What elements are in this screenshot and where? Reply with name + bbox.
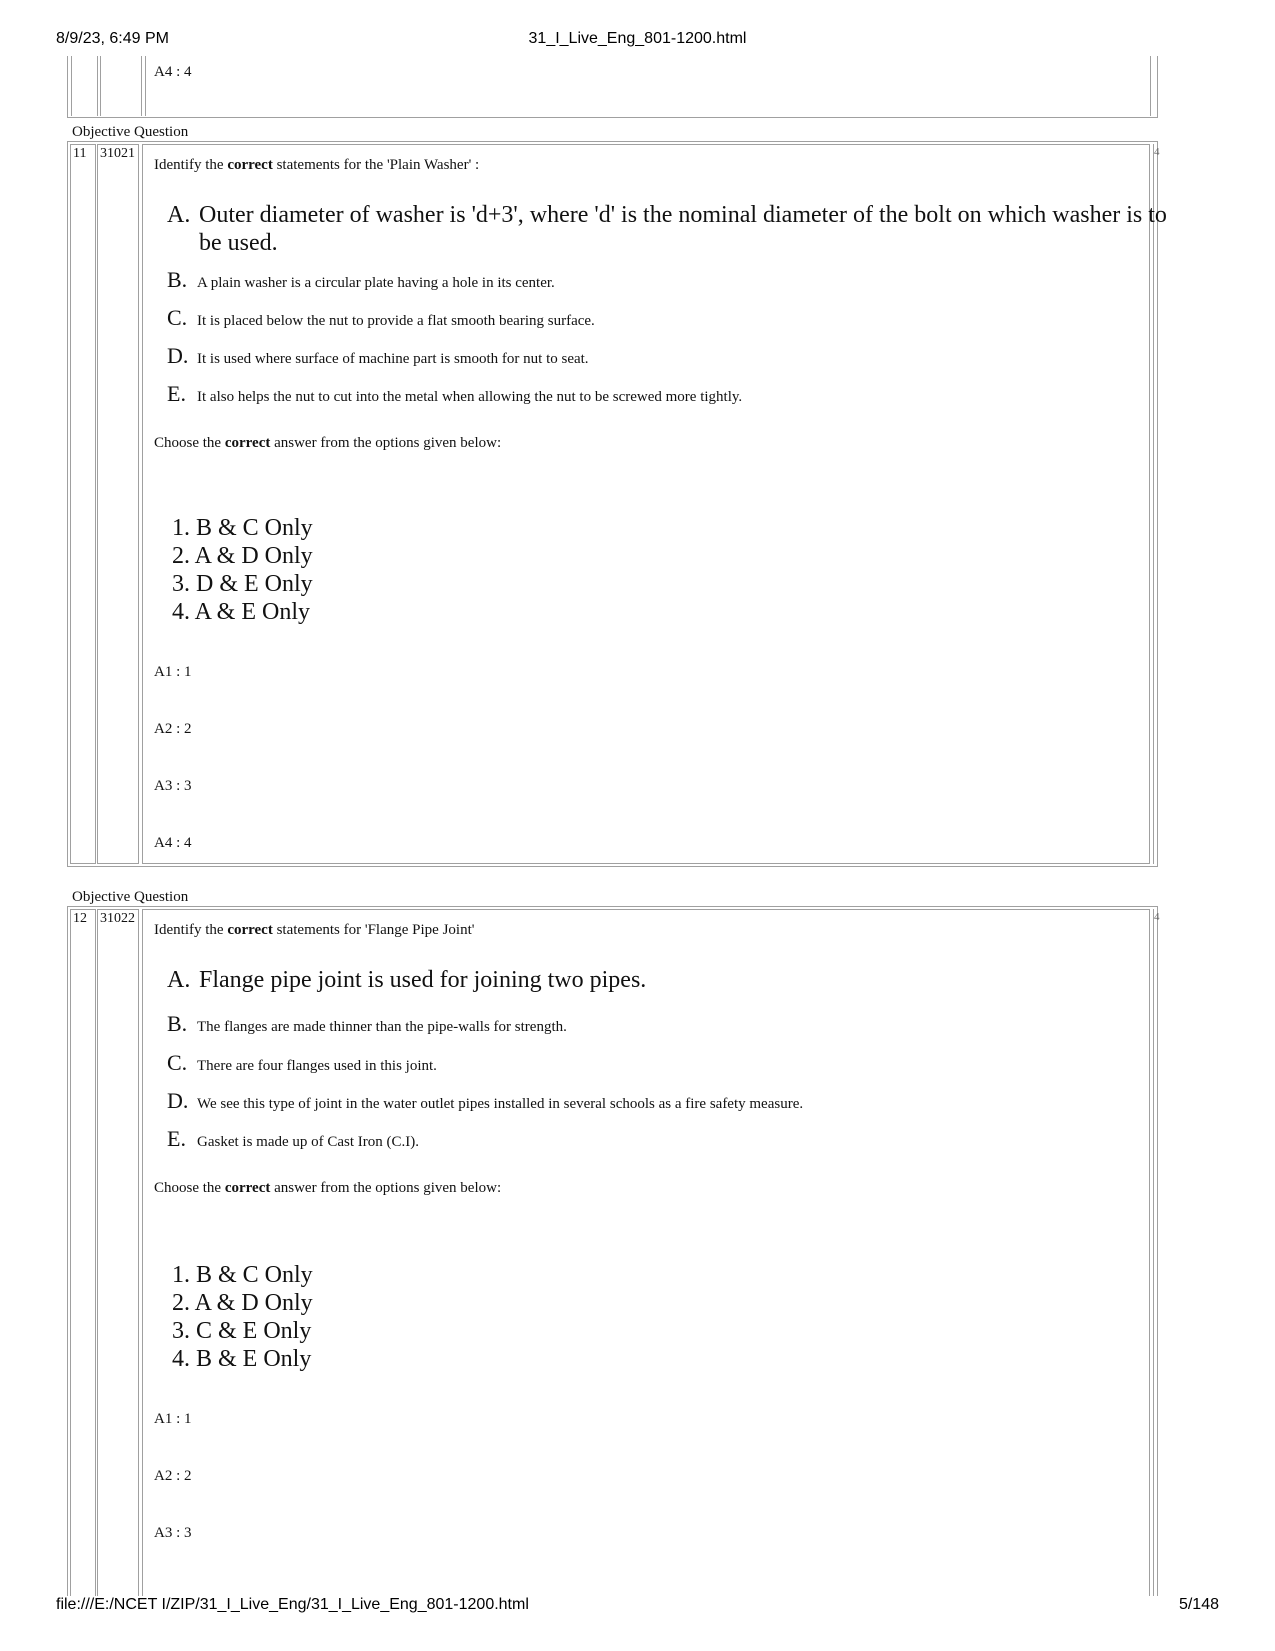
print-datetime: 8/9/23, 6:49 PM <box>56 30 169 47</box>
answer-option: A4 : 4 <box>154 835 192 851</box>
question-type-label: Objective Question <box>72 124 189 140</box>
question-mark: 4 <box>1154 911 1160 923</box>
statement-c: C. There are four flanges used in this joint. <box>167 1050 437 1075</box>
option-3: 3. D & E Only <box>172 571 313 597</box>
statement-c: C. It is placed below the nut to provide a flat smooth bearing surface. <box>167 305 595 330</box>
question-id: 31022 <box>100 911 135 926</box>
option-list <box>172 1261 313 1373</box>
question-sl-no: 12 <box>73 911 87 926</box>
statement-e: E. Gasket is made up of Cast Iron (C.I). <box>167 1126 420 1151</box>
statement-b: B. A plain washer is a circular plate having a hole in its center. <box>167 267 555 292</box>
prev-question-box <box>67 56 1158 118</box>
answer-option: A1 : 1 <box>154 664 192 680</box>
option-1: 1. B & C Only <box>172 1262 313 1288</box>
option-2: 2. A & D Only <box>172 543 313 569</box>
choose-instruction: Choose the correct answer from the options given below: <box>154 1180 502 1196</box>
option-2: 2. A & D Only <box>172 1290 313 1316</box>
option-4: 4. B & E Only <box>172 1346 312 1372</box>
print-title: 31_I_Live_Eng_801-1200.html <box>528 30 747 47</box>
choose-instruction: Choose the correct answer from the options given below: <box>154 435 502 451</box>
print-file-path: file:///E:/NCET I/ZIP/31_I_Live_Eng/31_I_Live_Eng_801-1200.html <box>56 1596 529 1613</box>
answer-option: A4 : 4 <box>154 64 192 80</box>
statement-d: D. It is used where surface of machine part is smooth for nut to seat. <box>167 343 589 368</box>
print-page-number: 5/148 <box>1178 1596 1219 1613</box>
sl-no-cell <box>70 144 96 864</box>
answer-option: A3 : 3 <box>154 1525 192 1541</box>
statement-d: D. We see this type of joint in the water outlet pipes installed in several schools as a fire safety measure. <box>167 1088 804 1113</box>
answer-option: A2 : 2 <box>154 1468 192 1484</box>
option-1: 1. B & C Only <box>172 515 313 541</box>
sl-no-cell <box>70 909 96 1596</box>
answer-option: A1 : 1 <box>154 1411 192 1427</box>
option-list <box>172 514 313 626</box>
print-footer <box>0 1596 1275 1618</box>
question-mark: 4 <box>1154 146 1160 158</box>
question-type-label: Objective Question <box>72 889 189 905</box>
statement-e: E. It also helps the nut to cut into the metal when allowing the nut to be screwed more tightly. <box>167 381 743 406</box>
qid-cell <box>97 144 139 864</box>
statement-a: A. Flange pipe joint is used for joining two pipes. <box>167 967 647 993</box>
question-id: 31021 <box>100 146 135 161</box>
print-header <box>0 30 1275 52</box>
option-3: 3. C & E Only <box>172 1318 312 1344</box>
question-sl-no: 11 <box>73 146 87 161</box>
question-intro: Identify the correct statements for 'Flange Pipe Joint' <box>154 922 475 938</box>
question-intro: Identify the correct statements for the 'Plain Washer' : <box>154 157 480 173</box>
statement-b: B. The flanges are made thinner than the pipe-walls for strength. <box>167 1011 567 1036</box>
option-4: 4. A & E Only <box>172 599 311 625</box>
answer-option: A3 : 3 <box>154 778 192 794</box>
qid-cell <box>97 909 139 1596</box>
statement-a: A. Outer diameter of washer is 'd+3', where 'd' is the nominal diameter of the bolt on which washer is to be used. <box>167 202 1167 256</box>
answer-option: A2 : 2 <box>154 721 192 737</box>
